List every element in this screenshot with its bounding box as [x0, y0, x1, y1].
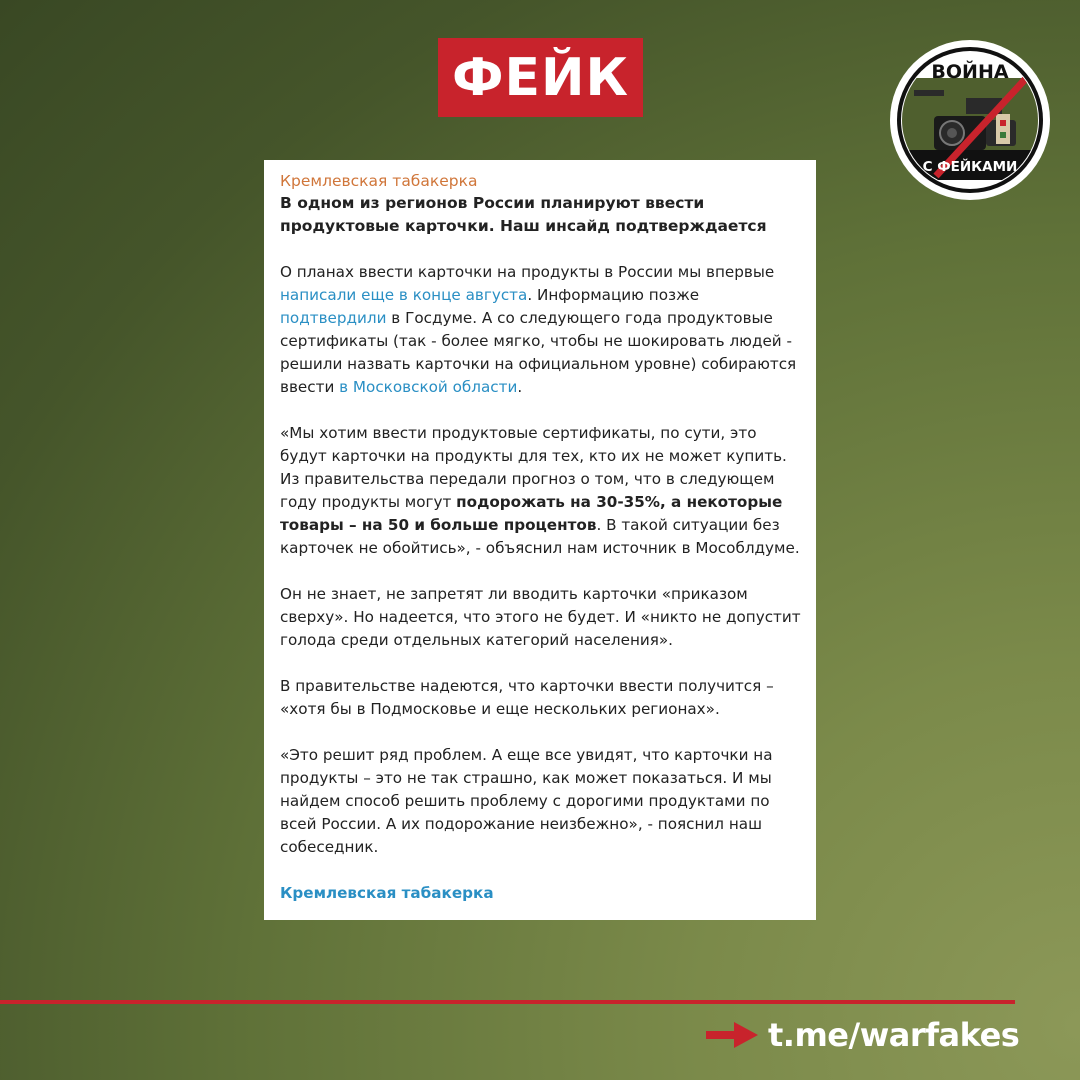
text: . В такой ситуации без карточек не обойтись», - объяснил нам источник в Мособлдуме.: [280, 516, 800, 557]
post-paragraph-4: В правительстве надеются, что карточки ввести получится – «хотя бы в Подмосковье и еще нескольких регионах».: [280, 677, 774, 718]
bold-text: подорожать на 30-35%, а некоторые товары – на 50 и больше процентов: [280, 493, 783, 534]
post-paragraph-1: [280, 261, 802, 399]
text: . Информацию позже: [527, 286, 700, 304]
telegram-post-screenshot: [264, 160, 816, 920]
link-confirmed[interactable]: подтвердили: [280, 309, 387, 327]
channel-signature-link[interactable]: Кремлевская табакерка: [280, 884, 494, 902]
footer: [706, 1016, 1019, 1054]
fake-badge-label: ФЕЙК: [451, 47, 630, 108]
text: О планах ввести карточки на продукты в России мы впервые: [280, 263, 775, 281]
link-moscow-region[interactable]: в Московской области: [339, 378, 518, 396]
channel-link[interactable]: t.me/warfakes: [768, 1016, 1020, 1054]
video-camera-crossed-icon: [888, 38, 1052, 202]
svg-text:С ФЕЙКАМИ: С ФЕЙКАМИ: [922, 159, 1018, 175]
svg-text:ВОЙНА: ВОЙНА: [931, 61, 1009, 83]
channel-name[interactable]: Кремлевская табакерка: [280, 172, 478, 190]
text: «Мы хотим ввести продуктовые сертификаты, по сути, это будут карточки на продукты для тех, кто их не может купить. Из правительства передали прогноз о том, что в следующем году продукты могут: [280, 424, 787, 511]
arrow-right-icon: [706, 1022, 758, 1048]
post-paragraph-3: Он не знает, не запретят ли вводить карточки «приказом сверху». Но надеется, что этого не будет. И «никто не допустит голода среди отдельных категорий населения».: [280, 585, 801, 649]
post-headline: В одном из регионов России планируют ввести продуктовые карточки. Наш инсайд подтверждается: [280, 194, 767, 235]
fake-badge: [438, 38, 643, 117]
war-on-fakes-logo: [888, 38, 1052, 202]
text: .: [517, 378, 523, 396]
post-paragraph-5: «Это решит ряд проблем. А еще все увидят, что карточки на продукты – это не так страшно, как может показаться. И мы найдем способ решить проблему с дорогими продуктами по всей России. А их подорожание неизбежно», - пояснил наш собеседник.: [280, 746, 773, 856]
text: в Госдуме. А со следующего года продуктовые сертификаты (так - более мягко, чтобы не шокировать людей - решили назвать карточки на официальном уровне) собираются ввести: [280, 309, 797, 396]
post-paragraph-2: [280, 422, 802, 560]
link-written-in-august[interactable]: написали еще в конце августа: [280, 286, 528, 304]
divider-line: [0, 1000, 1015, 1004]
